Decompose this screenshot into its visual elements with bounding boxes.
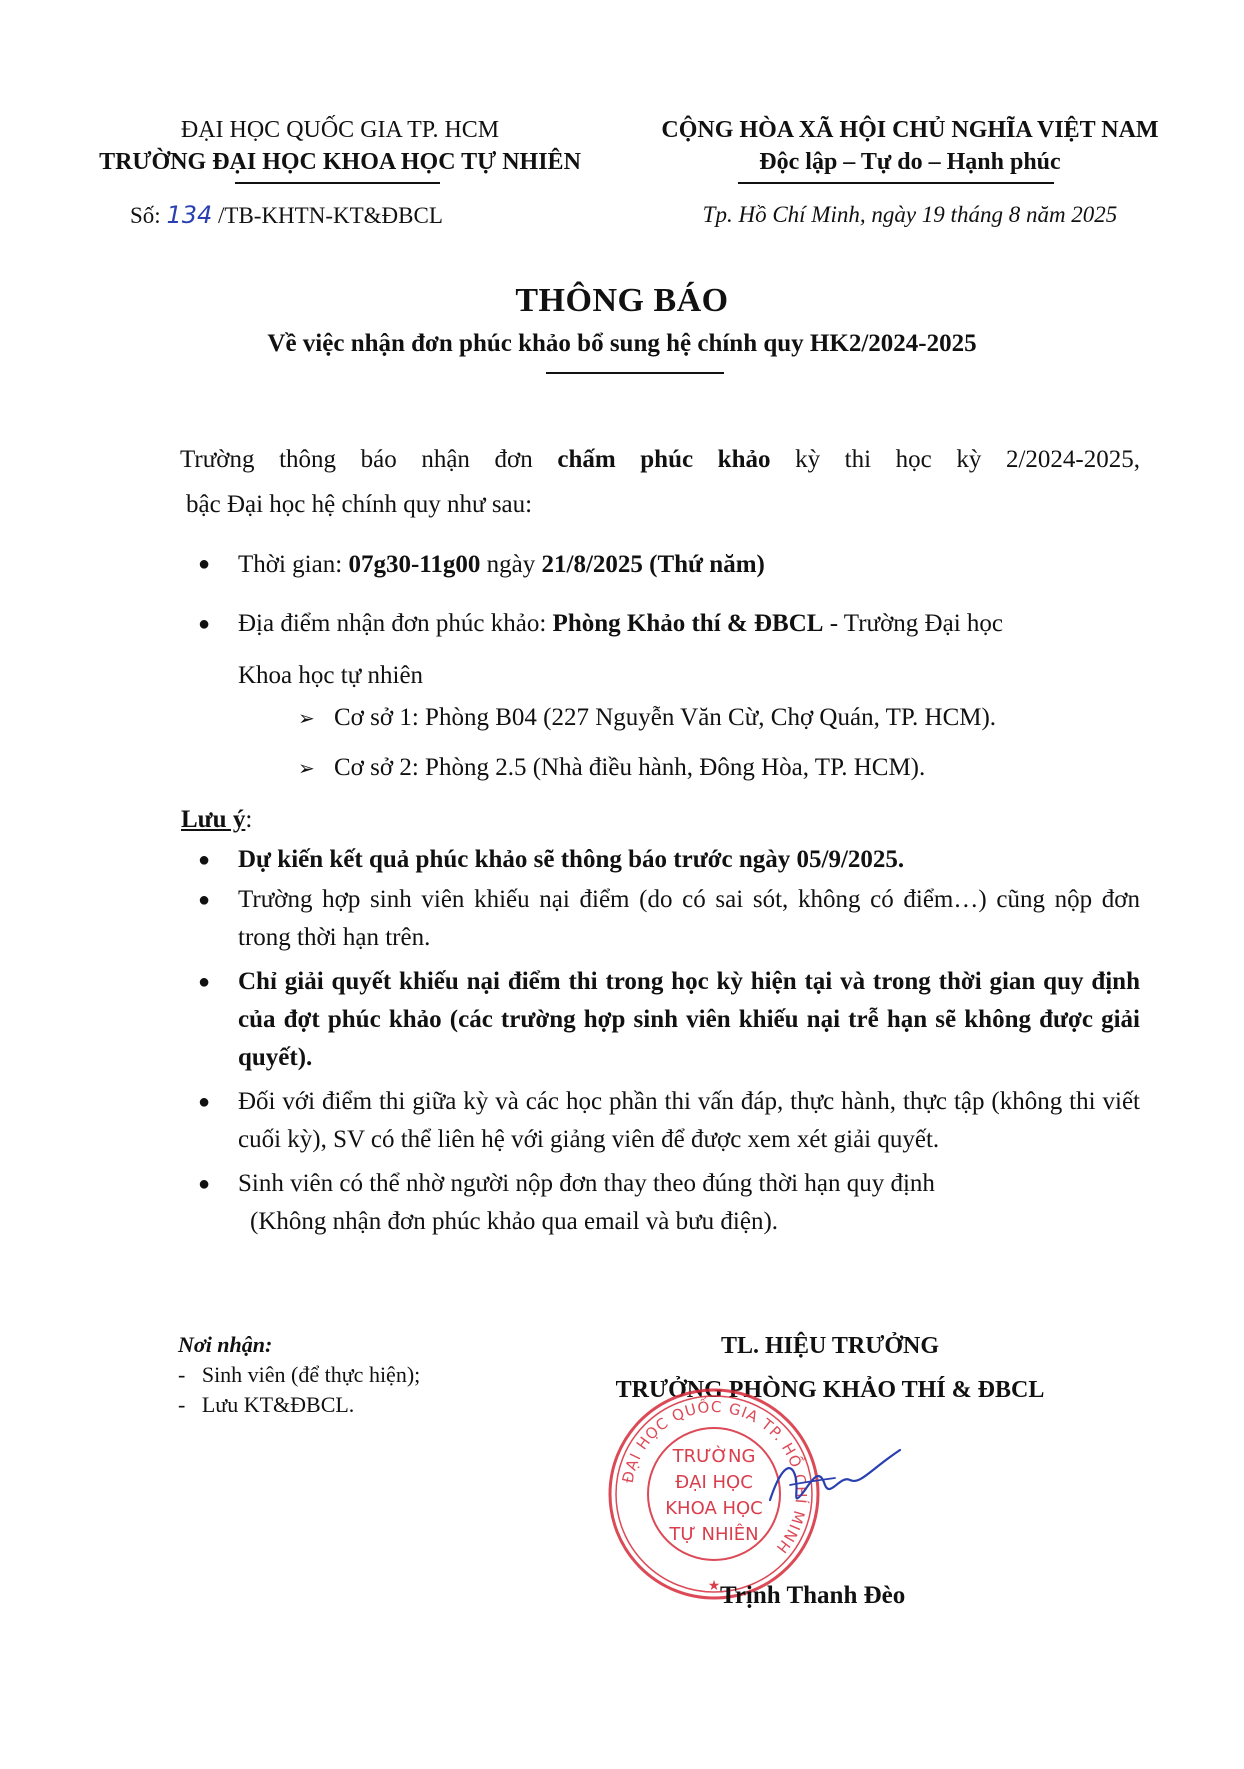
- national-name: CỘNG HÒA XÃ HỘI CHỦ NGHĨA VIỆT NAM: [661, 117, 1159, 143]
- bullet-icon: ●: [198, 613, 211, 635]
- note-label: Lưu ý:: [181, 806, 253, 833]
- campus-item-2: ➢ Cơ sở 2: Phòng 2.5 (Nhà điều hành, Đông Hòa, TP. HCM).: [298, 749, 925, 787]
- campus-item-1: ➢ Cơ sở 1: Phòng B04 (227 Nguyễn Văn Cừ, Chợ Quán, TP. HCM).: [298, 699, 996, 737]
- handwritten-signature-icon: [760, 1430, 910, 1530]
- recipient-item: - Sinh viên (để thực hiện);: [178, 1362, 421, 1387]
- svg-text:ĐẠI HỌC QUỐC GIA TP. HỒ CHÍ MI: ĐẠI HỌC QUỐC GIA TP. HỒ CHÍ MINH: [618, 1397, 811, 1558]
- signer-name: Trịnh Thanh Đèo: [720, 1582, 906, 1609]
- issuer-parent-org: ĐẠI HỌC QUỐC GIA TP. HCM: [180, 117, 500, 143]
- note-item: ● Đối với điểm thi giữa kỳ và các học phần thi vấn đáp, thực hành, thực tập (không thi viết cuối kỳ), SV có thể liên hệ với giảng viên để được xem xét giải quyết.: [180, 1083, 1140, 1159]
- arrow-right-icon: ➢: [298, 756, 315, 780]
- bullet-icon: ●: [198, 1091, 211, 1113]
- doc-number-suffix: /TB-KHTN-KT&ĐBCL: [218, 203, 443, 228]
- intro-text-end: kỳ thi học kỳ 2/2024-2025,: [770, 446, 1140, 473]
- doc-number-prefix: Số:: [130, 203, 161, 228]
- notes-list: [180, 841, 1140, 1241]
- doc-number-handwritten: 134: [166, 201, 213, 229]
- bullet-icon: ●: [198, 849, 211, 871]
- info-list: [180, 545, 1140, 702]
- bullet-icon: ●: [198, 889, 211, 911]
- intro-text: Trường thông báo nhận đơn: [180, 446, 558, 473]
- document-subtitle: Về việc nhận đơn phúc khảo bổ sung hệ chính quy HK2/2024-2025: [267, 330, 977, 357]
- svg-text:ĐẠI HỌC: ĐẠI HỌC: [675, 1472, 753, 1493]
- svg-text:★: ★: [707, 1578, 721, 1594]
- list-item: ● Địa điểm nhận đơn phúc khảo: Phòng Khảo thí & ĐBCL - Trường Đại học Khoa học tự nhiên: [180, 598, 1140, 702]
- recipients-label: Nơi nhận:: [178, 1332, 273, 1357]
- intro-line2: bậc Đại học hệ chính quy như sau:: [186, 491, 533, 518]
- note-item: ● Chỉ giải quyết khiếu nại điểm thi trong học kỳ hiện tại và trong thời gian quy định của đợt phúc khảo (các trường hợp sinh viên khiếu nại trễ hạn sẽ không được giải quyết).: [180, 963, 1140, 1077]
- issuer-underline: [235, 182, 440, 184]
- svg-text:TỰ NHIÊN: TỰ NHIÊN: [669, 1524, 759, 1545]
- document-date: Tp. Hồ Chí Minh, ngày 19 tháng 8 năm 2025: [702, 202, 1118, 227]
- arrow-right-icon: ➢: [298, 706, 315, 730]
- national-motto: Độc lập – Tự do – Hạnh phúc: [759, 149, 1061, 175]
- document-title: THÔNG BÁO: [515, 282, 729, 319]
- bullet-icon: ●: [198, 971, 211, 993]
- bullet-icon: ●: [198, 553, 211, 575]
- intro-bold: chấm phúc khảo: [557, 446, 771, 473]
- motto-underline: [738, 182, 1054, 184]
- title-underline: [546, 372, 724, 374]
- note-item: ● Trường hợp sinh viên khiếu nại điểm (do có sai sót, không có điểm…) cũng nộp đơn trong thời hạn trên.: [180, 881, 1140, 957]
- note-item: ● Sinh viên có thể nhờ người nộp đơn thay theo đúng thời hạn quy định (Không nhận đơn phúc khảo qua email và bưu điện).: [180, 1165, 1140, 1241]
- signature-title-2: TRƯỞNG PHÒNG KHẢO THÍ & ĐBCL: [615, 1377, 1045, 1403]
- issuer-school: TRƯỜNG ĐẠI HỌC KHOA HỌC TỰ NHIÊN: [99, 149, 581, 175]
- recipient-item: - Lưu KT&ĐBCL.: [178, 1392, 355, 1417]
- list-item: ● Thời gian: 07g30-11g00 ngày 21/8/2025 (Thứ năm): [180, 545, 1140, 584]
- bullet-icon: ●: [198, 1173, 211, 1195]
- issuer-block: [60, 114, 620, 178]
- signature-title-1: TL. HIỆU TRƯỞNG: [720, 1333, 940, 1359]
- note-item: ● Dự kiến kết quả phúc khảo sẽ thông báo trước ngày 05/9/2025.: [180, 841, 1140, 879]
- svg-text:KHOA HỌC: KHOA HỌC: [665, 1498, 763, 1519]
- national-header: [620, 114, 1200, 178]
- document-number: [130, 200, 443, 231]
- svg-text:TRƯỜNG: TRƯỜNG: [672, 1446, 756, 1467]
- recipients-block: [178, 1330, 420, 1420]
- intro-paragraph: [180, 440, 1140, 524]
